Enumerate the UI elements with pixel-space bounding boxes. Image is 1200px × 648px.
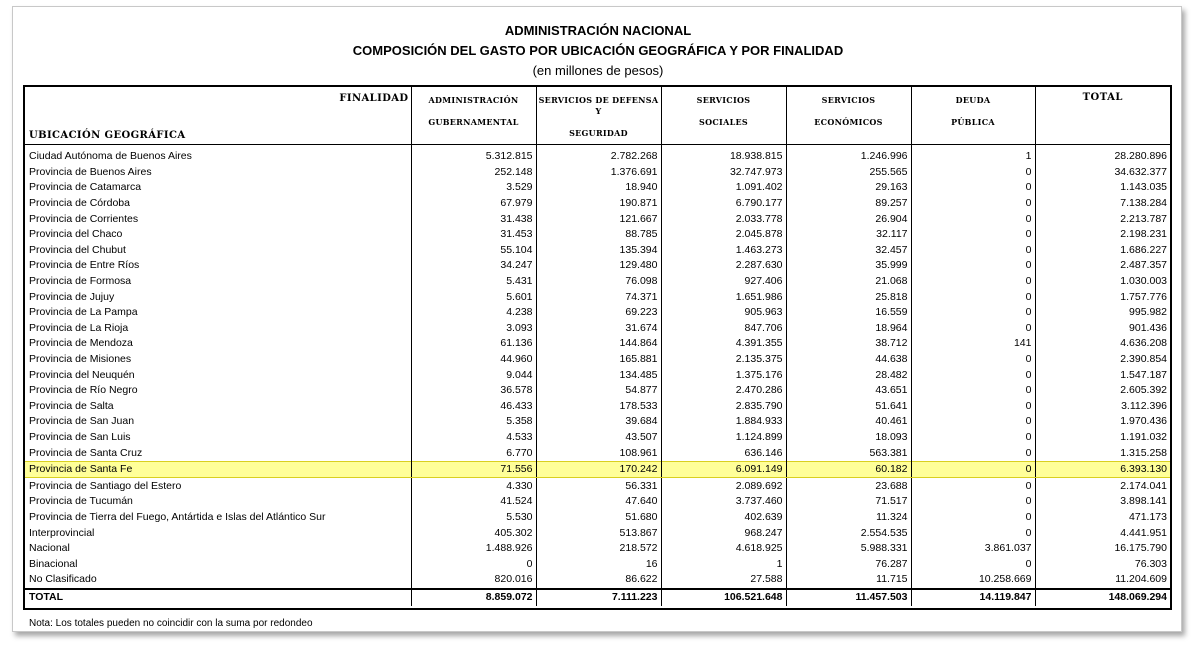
row-label: No Clasificado: [25, 572, 411, 589]
cell-value: 10.258.669: [911, 572, 1035, 589]
table-row: [25, 352, 1170, 368]
cell-value: 1.191.032: [1120, 430, 1167, 443]
cell-value: 16: [536, 556, 661, 572]
cell-value: 905.963: [661, 305, 786, 321]
cell-value: 25.818: [786, 289, 911, 305]
cell-value: 471.173: [1129, 510, 1167, 523]
cell-value: 16.559: [786, 305, 911, 321]
table-row: [25, 321, 1170, 337]
cell-value: 51.680: [536, 510, 661, 526]
cell-value: 1.488.926: [411, 541, 536, 557]
cell-value: 1.884.933: [661, 414, 786, 430]
cell-value: 2.135.375: [661, 352, 786, 368]
cell-value: 41.524: [411, 494, 536, 510]
row-label: Binacional: [25, 556, 411, 572]
cell-value: 16.175.790: [1114, 542, 1167, 555]
row-label: Provincia de Santa Fe: [25, 461, 411, 478]
cell-value: 9.044: [411, 367, 536, 383]
row-label: Provincia del Neuquén: [25, 367, 411, 383]
cell-value: 1.376.691: [536, 165, 661, 181]
cell-value: 513.867: [536, 525, 661, 541]
col-header-defensa: SERVICIOS DE DEFENSA Y SEGURIDAD: [536, 87, 661, 145]
cell-value: 61.136: [411, 336, 536, 352]
spreadsheet-sheet: [12, 6, 1182, 632]
cell-value: 32.117: [786, 227, 911, 243]
cell-value: 0: [911, 274, 1035, 290]
table-row: [25, 243, 1170, 259]
cell-value: 218.572: [536, 541, 661, 557]
row-label: Provincia de Jujuy: [25, 289, 411, 305]
cell-value: 32.747.973: [661, 165, 786, 181]
col-header-administracion: ADMINISTRACIÓN GUBERNAMENTAL: [411, 87, 536, 145]
table-row: [25, 227, 1170, 243]
cell-value: 968.247: [661, 525, 786, 541]
row-label: Provincia de Tucumán: [25, 494, 411, 510]
table-row: [25, 494, 1170, 510]
table-row: [25, 541, 1170, 557]
cell-value: 43.507: [536, 430, 661, 446]
cell-value: 170.242: [536, 461, 661, 478]
row-label: Provincia de Misiones: [25, 352, 411, 368]
cell-value: 71.556: [411, 461, 536, 478]
corner-header: [25, 87, 411, 145]
row-label: Provincia de Santiago del Estero: [25, 478, 411, 494]
expense-table: [25, 87, 1170, 606]
cell-value: 47.640: [536, 494, 661, 510]
cell-value: 7.111.223: [536, 589, 661, 606]
cell-value: 2.835.790: [661, 399, 786, 415]
cell-value: 11.457.503: [786, 589, 911, 606]
cell-value: 121.667: [536, 211, 661, 227]
cell-value: 5.358: [411, 414, 536, 430]
table-row: [25, 305, 1170, 321]
row-label: Provincia de Tierra del Fuego, Antártida e Islas del Atlántico Sur: [25, 510, 411, 526]
cell-value: 4.391.355: [661, 336, 786, 352]
cell-value: 0: [911, 556, 1035, 572]
table-row: [25, 180, 1170, 196]
cell-value: 4.636.208: [1120, 337, 1167, 350]
cell-value: 5.312.815: [411, 145, 536, 165]
cell-value: 26.904: [786, 211, 911, 227]
cell-value: 129.480: [536, 258, 661, 274]
row-label: Provincia de San Juan: [25, 414, 411, 430]
cell-value: 1.124.899: [661, 430, 786, 446]
cell-value: 1.651.986: [661, 289, 786, 305]
cell-value: 1.463.273: [661, 243, 786, 259]
row-label: Provincia del Chubut: [25, 243, 411, 259]
cell-value: 0: [911, 383, 1035, 399]
cell-value: 2.605.392: [1120, 384, 1167, 397]
cell-value: 38.712: [786, 336, 911, 352]
cell-value: 11.715: [786, 572, 911, 589]
cell-value: 0: [911, 243, 1035, 259]
cell-value: 86.622: [536, 572, 661, 589]
cell-value: 2.470.286: [661, 383, 786, 399]
cell-value: 21.068: [786, 274, 911, 290]
cell-value: 88.785: [536, 227, 661, 243]
row-label: Provincia de Santa Cruz: [25, 445, 411, 461]
cell-value: 3.898.141: [1120, 495, 1167, 508]
cell-value: 0: [911, 352, 1035, 368]
cell-value: 11.204.609: [1115, 573, 1167, 586]
cell-value: 0: [911, 445, 1035, 461]
cell-value: 0: [911, 414, 1035, 430]
cell-value: 1.757.776: [1120, 290, 1167, 303]
cell-value: 1: [661, 556, 786, 572]
cell-value: 1.030.003: [1120, 275, 1167, 288]
col-header-deuda: DEUDA PÚBLICA: [911, 87, 1035, 145]
cell-value: 56.331: [536, 478, 661, 494]
cell-value: 55.104: [411, 243, 536, 259]
cell-value: 2.174.041: [1120, 479, 1167, 492]
table-row: [25, 145, 1170, 165]
table-row: [25, 211, 1170, 227]
cell-value: 6.790.177: [661, 196, 786, 212]
cell-value: 1.246.996: [786, 145, 911, 165]
cell-value: 2.213.787: [1120, 212, 1167, 225]
cell-value: 190.871: [536, 196, 661, 212]
cell-value: 89.257: [786, 196, 911, 212]
col-header-total: TOTAL: [1035, 87, 1170, 145]
row-label: Provincia de Catamarca: [25, 180, 411, 196]
cell-value: 44.638: [786, 352, 911, 368]
cell-value: 2.089.692: [661, 478, 786, 494]
cell-value: 0: [911, 478, 1035, 494]
unit-note: (en millones de pesos): [532, 63, 664, 78]
cell-value: 2.033.778: [661, 211, 786, 227]
cell-value: 32.457: [786, 243, 911, 259]
cell-value: 4.330: [411, 478, 536, 494]
cell-value: 135.394: [536, 243, 661, 259]
cell-value: 67.979: [411, 196, 536, 212]
cell-value: 2.198.231: [1120, 228, 1167, 241]
col-header-sociales: SERVICIOS SOCIALES: [661, 87, 786, 145]
table-body: [25, 145, 1170, 606]
cell-value: 29.163: [786, 180, 911, 196]
cell-value: 4.533: [411, 430, 536, 446]
row-label: Provincia de Corrientes: [25, 211, 411, 227]
cell-value: 4.238: [411, 305, 536, 321]
cell-value: 31.674: [536, 321, 661, 337]
table-row: [25, 383, 1170, 399]
footnote: Nota: Los totales pueden no coincidir con la suma por redondeo: [29, 618, 313, 629]
row-label: Provincia de Mendoza: [25, 336, 411, 352]
row-label: Provincia de La Rioja: [25, 321, 411, 337]
cell-value: 31.453: [411, 227, 536, 243]
cell-value: 0: [911, 180, 1035, 196]
data-table-frame: [23, 85, 1172, 610]
row-label: Provincia de San Luis: [25, 430, 411, 446]
cell-value: 3.861.037: [911, 541, 1035, 557]
cell-value: 0: [911, 367, 1035, 383]
cell-value: 6.091.149: [661, 461, 786, 478]
cell-value: 5.530: [411, 510, 536, 526]
table-row: [25, 430, 1170, 446]
cell-value: 820.016: [411, 572, 536, 589]
cell-value: 28.280.896: [1114, 150, 1167, 163]
cell-value: 40.461: [786, 414, 911, 430]
cell-value: 636.146: [661, 445, 786, 461]
cell-value: 27.588: [661, 572, 786, 589]
cell-value: 76.287: [786, 556, 911, 572]
cell-value: 43.651: [786, 383, 911, 399]
cell-value: 0: [911, 321, 1035, 337]
cell-value: 1.686.227: [1120, 243, 1167, 256]
header-row: [25, 87, 1170, 145]
table-row: [25, 274, 1170, 290]
cell-value: 54.877: [536, 383, 661, 399]
cell-value: 927.406: [661, 274, 786, 290]
cell-value: 3.093: [411, 321, 536, 337]
cell-value: 36.578: [411, 383, 536, 399]
cell-value: 74.371: [536, 289, 661, 305]
cell-value: 69.223: [536, 305, 661, 321]
cell-value: 141: [911, 336, 1035, 352]
cell-value: 901.436: [1129, 321, 1167, 334]
cell-value: 6.393.130: [1035, 461, 1170, 478]
cell-value: 7.138.284: [1120, 197, 1167, 210]
total-row: [25, 589, 1170, 606]
cell-value: 2.045.878: [661, 227, 786, 243]
table-subtitle: COMPOSICIÓN DEL GASTO POR UBICACIÓN GEOGRÁFICA Y POR FINALIDAD: [352, 43, 844, 58]
cell-value: 51.641: [786, 399, 911, 415]
table-row: [25, 445, 1170, 461]
table-row-highlighted: [25, 461, 1170, 478]
cell-value: 255.565: [786, 165, 911, 181]
cell-value: 1.970.436: [1120, 415, 1167, 428]
cell-value: 3.737.460: [661, 494, 786, 510]
cell-value: 31.438: [411, 211, 536, 227]
cell-value: 35.999: [786, 258, 911, 274]
cell-value: 144.864: [536, 336, 661, 352]
cell-value: 44.960: [411, 352, 536, 368]
cell-value: 39.684: [536, 414, 661, 430]
cell-value: 847.706: [661, 321, 786, 337]
table-row: [25, 367, 1170, 383]
cell-value: 1.375.176: [661, 367, 786, 383]
cell-value: 5.601: [411, 289, 536, 305]
row-label: Provincia de Entre Ríos: [25, 258, 411, 274]
cell-value: 106.521.648: [661, 589, 786, 606]
cell-value: 0: [911, 165, 1035, 181]
cell-value: 71.517: [786, 494, 911, 510]
cell-value: 563.381: [786, 445, 911, 461]
table-row: [25, 196, 1170, 212]
cell-value: 4.618.925: [661, 541, 786, 557]
cell-value: 3.112.396: [1121, 399, 1167, 412]
cell-value: 0: [411, 556, 536, 572]
cell-value: 405.302: [411, 525, 536, 541]
cell-value: 46.433: [411, 399, 536, 415]
table-row: [25, 478, 1170, 494]
cell-value: 252.148: [411, 165, 536, 181]
table-row: [25, 289, 1170, 305]
table-row: [25, 556, 1170, 572]
table-row: [25, 572, 1170, 589]
cell-value: 1: [911, 145, 1035, 165]
cell-value: 5.988.331: [786, 541, 911, 557]
cell-value: 2.487.357: [1120, 259, 1167, 272]
cell-value: 5.431: [411, 274, 536, 290]
cell-value: 14.119.847: [911, 589, 1035, 606]
cell-value: 0: [911, 211, 1035, 227]
cell-value: 2.782.268: [536, 145, 661, 165]
cell-value: 0: [911, 258, 1035, 274]
cell-value: 4.441.951: [1120, 526, 1167, 539]
cell-value: 402.639: [661, 510, 786, 526]
table-row: [25, 525, 1170, 541]
finalidad-label: FINALIDAD: [339, 93, 409, 104]
cell-value: 2.287.630: [661, 258, 786, 274]
cell-value: 0: [911, 227, 1035, 243]
cell-value: 0: [911, 196, 1035, 212]
cell-value: 0: [911, 494, 1035, 510]
cell-value: 34.632.377: [1114, 165, 1167, 178]
cell-value: 2.390.854: [1120, 353, 1167, 366]
cell-value: 148.069.294: [1035, 589, 1170, 606]
cell-value: 18.093: [786, 430, 911, 446]
col-header-economicos: SERVICIOS ECONÓMICOS: [786, 87, 911, 145]
cell-value: 0: [911, 305, 1035, 321]
cell-value: 23.688: [786, 478, 911, 494]
cell-value: 0: [911, 461, 1035, 478]
row-label: Ciudad Autónoma de Buenos Aires: [25, 145, 411, 165]
cell-value: 60.182: [786, 461, 911, 478]
ubicacion-label: UBICACIÓN GEOGRÁFICA: [29, 130, 186, 141]
title-block: [13, 21, 1183, 81]
row-label: Provincia de Río Negro: [25, 383, 411, 399]
cell-value: 0: [911, 430, 1035, 446]
cell-value: 11.324: [786, 510, 911, 526]
table-row: [25, 258, 1170, 274]
cell-value: 995.982: [1129, 306, 1167, 319]
cell-value: 2.554.535: [786, 525, 911, 541]
row-label: Provincia de La Pampa: [25, 305, 411, 321]
table-row: [25, 399, 1170, 415]
cell-value: 0: [911, 399, 1035, 415]
row-label: Interprovincial: [25, 525, 411, 541]
cell-value: 76.098: [536, 274, 661, 290]
table-row: [25, 414, 1170, 430]
row-label: Provincia de Salta: [25, 399, 411, 415]
cell-value: 0: [911, 525, 1035, 541]
table-title: ADMINISTRACIÓN NACIONAL: [504, 23, 692, 38]
cell-value: 3.529: [411, 180, 536, 196]
cell-value: 108.961: [536, 445, 661, 461]
cell-value: 0: [911, 289, 1035, 305]
cell-value: 1.315.258: [1120, 446, 1167, 459]
cell-value: 1.143.035: [1120, 181, 1167, 194]
cell-value: 76.303: [1134, 557, 1167, 570]
cell-value: 34.247: [411, 258, 536, 274]
cell-value: 18.938.815: [661, 145, 786, 165]
table-row: [25, 165, 1170, 181]
cell-value: 165.881: [536, 352, 661, 368]
row-label: TOTAL: [25, 589, 411, 606]
cell-value: 8.859.072: [411, 589, 536, 606]
cell-value: 18.940: [536, 180, 661, 196]
cell-value: 1.091.402: [661, 180, 786, 196]
table-row: [25, 336, 1170, 352]
row-label: Provincia de Buenos Aires: [25, 165, 411, 181]
row-label: Nacional: [25, 541, 411, 557]
table-row: [25, 510, 1170, 526]
row-label: Provincia del Chaco: [25, 227, 411, 243]
cell-value: 0: [911, 510, 1035, 526]
cell-value: 178.533: [536, 399, 661, 415]
cell-value: 18.964: [786, 321, 911, 337]
cell-value: 1.547.187: [1120, 368, 1167, 381]
cell-value: 28.482: [786, 367, 911, 383]
row-label: Provincia de Formosa: [25, 274, 411, 290]
cell-value: 134.485: [536, 367, 661, 383]
cell-value: 6.770: [411, 445, 536, 461]
row-label: Provincia de Córdoba: [25, 196, 411, 212]
